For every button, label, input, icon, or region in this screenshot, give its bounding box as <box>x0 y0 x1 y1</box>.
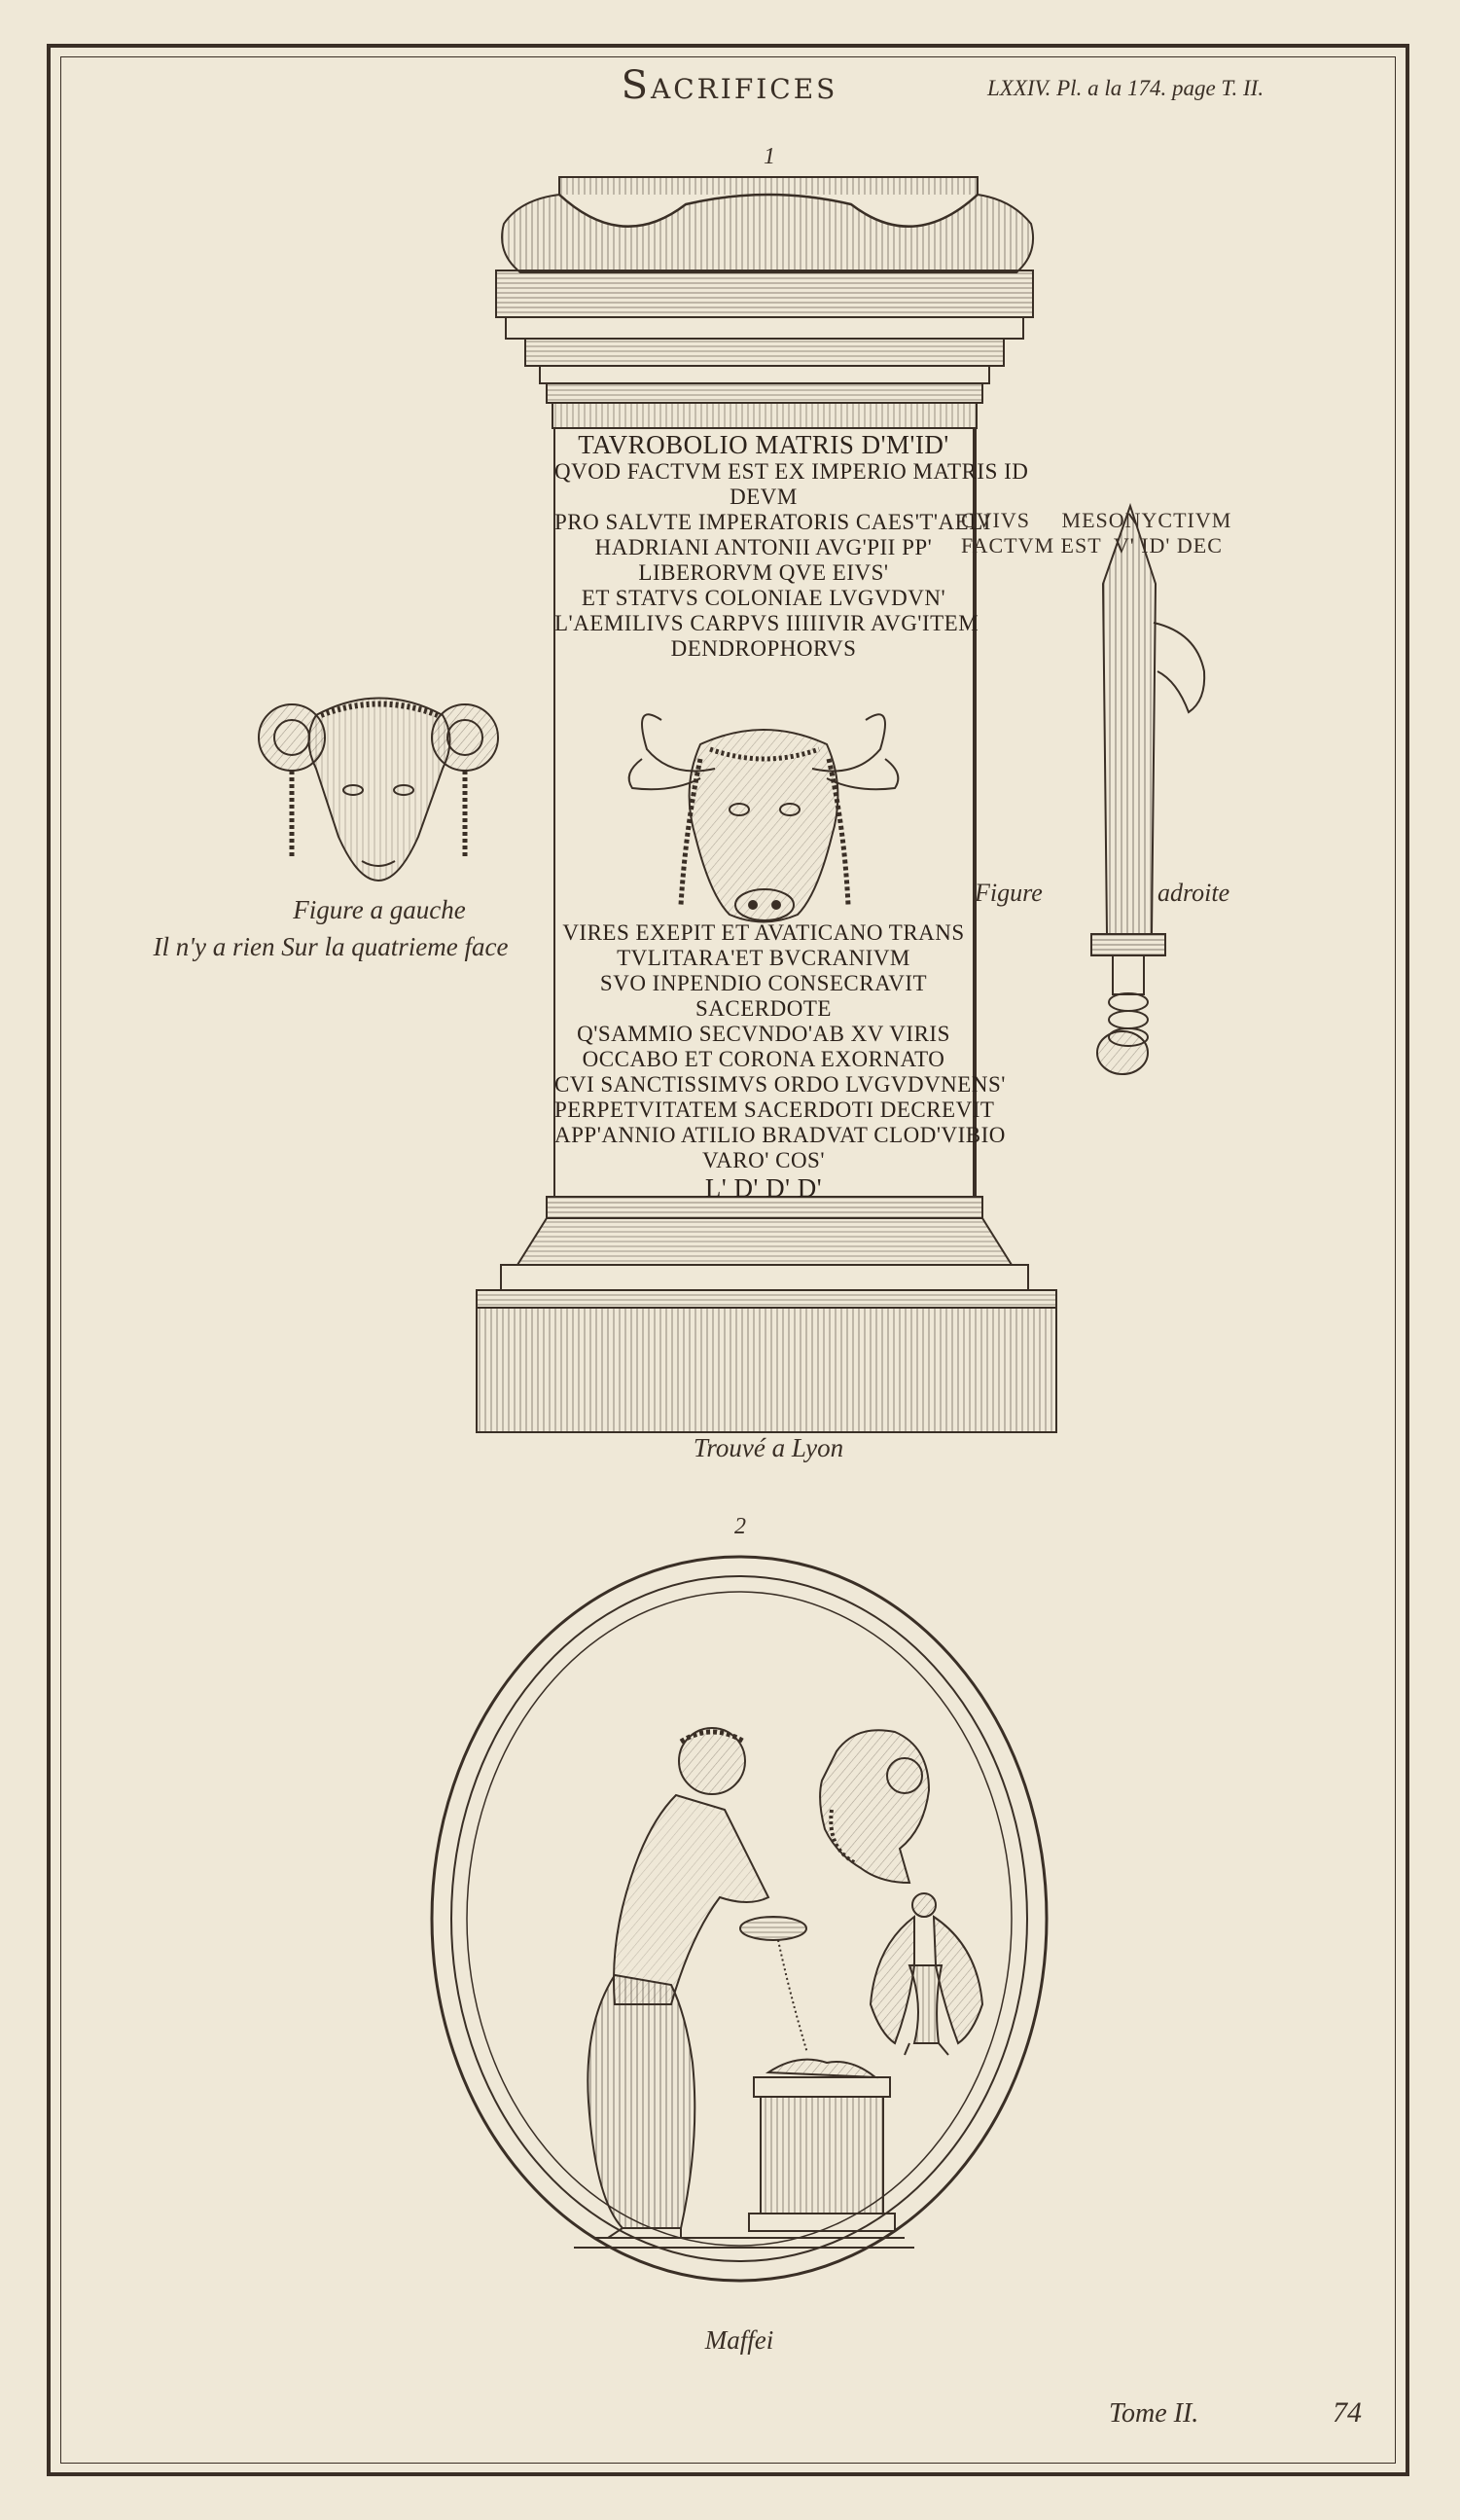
inscription-line: APP'ANNIO ATILIO BRADVAT CLOD'VIBIO <box>554 1123 1006 1147</box>
altar-small <box>749 2060 895 2231</box>
inscription-line: TVLITARA'ET BVCRANIVM <box>617 946 910 970</box>
bull-head-relief <box>629 714 899 921</box>
page-number: 74 <box>1333 2396 1362 2429</box>
inscription-line: Q'SAMMIO SECVNDO'AB XV VIRIS <box>577 1022 950 1046</box>
inscription-line: TAVROBOLIO MATRIS D'M'ID' <box>578 430 949 459</box>
inscription-line: PERPETVITATEM SACERDOTI DECREVIT <box>554 1098 995 1122</box>
inscription-line: PRO SALVTE IMPERATORIS CAES'T'AELI <box>554 510 991 534</box>
inscription-line: ET STATVS COLONIAE LVGVDVN' <box>581 586 946 610</box>
inscription-line: SACERDOTE <box>695 996 832 1021</box>
eagle-figure <box>871 1893 982 2055</box>
left-figure-caption: Figure a gauche <box>293 895 466 924</box>
figure-1-number: 1 <box>764 144 775 169</box>
findspot-caption: Trouvé a Lyon <box>693 1433 844 1462</box>
figure-2-number: 2 <box>734 1514 746 1539</box>
side-inscription <box>961 508 1331 558</box>
altar-inscription-upper <box>554 430 1029 662</box>
maffei-caption: Maffei <box>704 2325 774 2355</box>
inscription-line: DEVM <box>730 485 798 509</box>
left-figure-note: Il n'y a rien Sur la quatrieme face <box>153 932 509 961</box>
right-figure-caption-b: adroite <box>1157 879 1230 907</box>
side-inscription-line: FACTVM EST V' ID' DEC <box>961 533 1223 558</box>
sacrificial-knife-figure <box>1091 506 1204 1074</box>
volume-label: Tome II. <box>1109 2398 1199 2429</box>
inscription-line: QVOD FACTVM EST EX IMPERIO MATRIS ID <box>554 459 1029 484</box>
inscription-line: HADRIANI ANTONII AVG'PII PP' <box>594 535 933 559</box>
inscription-line: LIBERORVM QVE EIVS' <box>638 560 889 585</box>
jupiter-head-relief <box>820 1730 929 1883</box>
inscription-line: VARO' COS' <box>702 1148 825 1172</box>
inscription-line: VIRES EXEPIT ET AVATICANO TRANS <box>562 920 965 945</box>
oval-gem-frame <box>432 1557 1047 2281</box>
inscription-line: DENDROPHORVS <box>670 636 857 661</box>
inscription-line: L'AEMILIVS CARPVS IIIIIVIR AVG'ITEM <box>554 611 979 635</box>
ram-head-figure <box>259 699 498 882</box>
inscription-line: L' D' D' D' <box>704 1173 823 1203</box>
inscription-line: CVI SANCTISSIMVS ORDO LVGVDVNENS' <box>554 1072 1006 1097</box>
altar-inscription-lower <box>554 920 1006 1203</box>
plate-reference: LXXIV. Pl. a la 174. page T. II. <box>987 76 1264 100</box>
plate-title: Sacrifices <box>621 63 838 108</box>
inscription-line: SVO INPENDIO CONSECRAVIT <box>599 971 928 995</box>
inscription-line: OCCABO ET CORONA EXORNATO <box>582 1047 945 1071</box>
right-figure-caption-a: Figure <box>975 879 1043 907</box>
side-inscription-line: CVIVS MESONYCTIVM <box>961 508 1232 532</box>
